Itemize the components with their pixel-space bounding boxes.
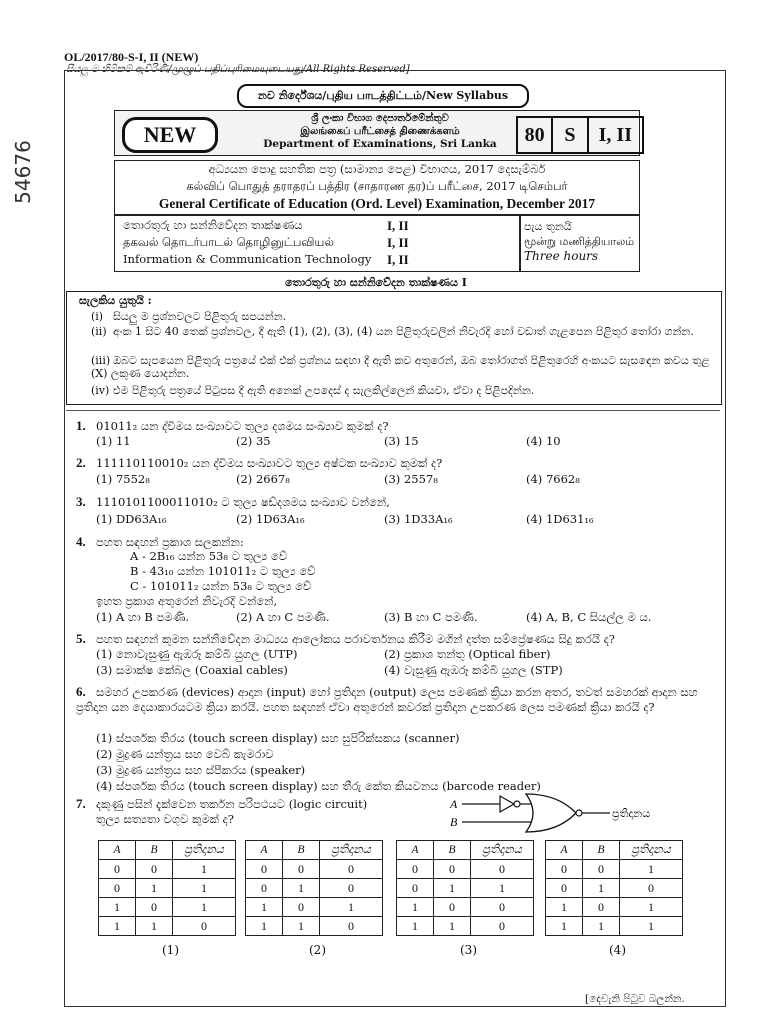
question-3: 3. 1110101100011010₂ ට තුල්‍ය ෂඩ්දශමය සංඛ්‍යාව වන්නේ, — [76, 494, 390, 509]
subject-box — [114, 214, 521, 272]
options-3: (1) DD63A₁₆ (2) 1D63A₁₆ (3) 1D33A₁₆ (4) 1D631₁₆ — [96, 512, 594, 526]
options-2: (1) 7552₈ (2) 2667₈ (3) 2557₈ (4) 7662₈ — [96, 472, 580, 486]
subject-si: තොරතුරු හා සන්නිවේදන තාක්ෂණය — [123, 218, 303, 232]
truth-table-4: A B ප්‍රතිදානය 0 0 1 0 1 0 1 0 1 1 1 1 — [545, 840, 683, 936]
instruction-item: (iii) ඔබට සැපයෙන පිළිතුරු පත්‍රයේ එක් එක් ප්‍රශ්නය සඳහා දී ඇති කව අතුරෙන්, ඔබ තෝරාගත් පිළිතුරෙහි අංකයට සැසඳෙන කවය තුළ (X) ලකුණ යොදන්න. — [91, 354, 710, 380]
divider — [66, 410, 720, 411]
table-label-4: (4) — [609, 943, 626, 957]
code-parts: I, II — [598, 123, 632, 146]
statement-c: C - 101011₂ යන්න 53₈ ට තුල්‍ය වේ — [130, 579, 312, 593]
options-5b: (3) සමාක්ෂ කේබල (Coaxial cables) (4) වැසුණු ඇඹරූ කම්බි යුගල (STP) — [96, 663, 563, 677]
see-next-page: [දෙවැනි පිටුව බලන්න. — [585, 993, 685, 1005]
dept-en: Department of Examinations, Sri Lanka — [263, 138, 497, 150]
side-number-text: 54676 — [11, 140, 35, 204]
table-label-1: (1) — [162, 943, 179, 957]
instruction-item: (i) සියලු ම ප්‍රශ්නවලට පිළිතුරු සපයන්න. — [91, 310, 287, 323]
question-7-line2: තුල්‍ය සත්‍යතා වගුව කුමක් ද? — [96, 812, 234, 826]
subject-row-si — [123, 218, 513, 235]
output-label: ප්‍රතිදානය — [612, 807, 651, 820]
subject-row-ta — [123, 235, 513, 252]
instructions-heading: සැලකිය යුතුයි : — [79, 294, 152, 307]
options-5a: (1) නොවැසුණු ඇඹරූ කම්බි යුගල (UTP) (2) ප්‍රකාශ තන්තු (Optical fiber) — [96, 647, 551, 661]
time-en: Three hours — [524, 249, 599, 263]
table-label-2: (2) — [309, 943, 326, 957]
new-syllabus-banner: නව නිර්දේශය/புதிய பாடத்திட்டம்/New Syllabus — [237, 84, 529, 108]
department-names — [250, 112, 510, 151]
dept-ta: இலங்கைப் பரீட்சைத் திணைக்களம் — [300, 126, 460, 137]
instructions-box — [66, 291, 722, 405]
subject-row-en — [123, 252, 513, 269]
statement-b: B - 43₁₀ යන්න 101011₂ ට තුල්‍ය වේ — [130, 564, 316, 578]
question-7: 7. දකුණු පසින් දැක්වෙන තර්කන පරිපථයට (logic circuit) — [76, 796, 368, 811]
question-5: 5. පහත සඳහන් කුමන සන්නිවේදන මාධ්‍යය ආලෝකය පරාවර්තනය කිරීම මගින් දත්ත සම්ප්‍රේෂණය සිදු කරයි ද? — [76, 631, 615, 646]
time-ta: மூன்று மணித்தியாலம் — [524, 235, 635, 248]
side-number — [11, 112, 56, 232]
option-6-1: (1) ස්පර්ශක තිරය (touch screen display) සහ සුපිරික්සකය (scanner) — [96, 731, 460, 745]
exam-title-ta: கல்விப் பொதுத் தராதரப் பத்திர (சாதாரண தர)ப் பரீட்சை, 2017 டிசெம்பர் — [186, 179, 568, 193]
question-1: 1. 01011₂ යන ද්විමය සංඛ්‍යාවට තුල්‍ය දශමය සංඛ්‍යාව කුමක් ද? — [76, 418, 389, 433]
options-1: (1) 11 (2) 35 (3) 15 (4) 10 — [96, 434, 561, 448]
question-4-tail: ඉහත ප්‍රකාශ අතුරෙන් නිවැරදි වන්නේ, — [96, 594, 278, 608]
truth-table-2: A B ප්‍රතිදානය 0 0 0 0 1 0 1 0 1 1 1 0 — [245, 840, 383, 936]
input-a-label: A — [450, 797, 458, 811]
part-title: තොරතුරු හා සන්නිවේදන තාක්ෂණය I — [285, 276, 467, 289]
input-b-label: B — [450, 815, 458, 829]
paper-code-box — [516, 116, 644, 154]
option-6-4: (4) ස්පර්ශක තිරය (touch screen display) සහ තීරු කේත කියවනය (barcode reader) — [96, 779, 541, 793]
exam-title-box — [114, 160, 640, 216]
exam-title-en: General Certificate of Education (Ord. Level) Examination, December 2017 — [158, 196, 596, 211]
exam-title-si: අධ්‍යයන පොදු සහතික පත්‍ර (සාමාන්‍ය පෙළ) විභාගය, 2017 දෙසැම්බර් — [208, 162, 546, 176]
question-6: 6. සමහර උපකරණ (devices) ආදාන (input) හෝ ප්‍රතිදාන (output) ලෙස පමණක් ක්‍රියා කරන අතර, තවත් සමහරක් ආදාන සහ ප්‍රතිදාන යන දෙයාකාරයටම ක්‍රියා කරයි. පහත සඳහන් ඒවා අතුරෙන් කවරක් ප්‍රතිදාන උපකරණ ලෙස පමණක් ක්‍රියා කරයි ද? — [76, 684, 698, 714]
nor-gate — [526, 794, 576, 832]
paper-code-line: OL/2017/80-S-I, II (NEW) — [64, 50, 199, 64]
question-4: 4. පහත සඳහන් ප්‍රකාශ සලකන්න: — [76, 534, 244, 549]
new-badge: NEW — [122, 117, 218, 153]
options-4: (1) A හා B පමණි. (2) A හා C පමණි. (3) B හා C පමණි. (4) A, B, C සියල්ල ම ය. — [96, 610, 652, 624]
statement-a: A - 2B₁₆ යන්න 53₈ ට තුල්‍ය වේ — [130, 549, 288, 563]
subject-parts-si: I, II — [387, 218, 409, 233]
subject-ta: தகவல் தொடர்பாடல் தொழினுட்பவியல் — [123, 235, 334, 249]
time-si: පැය තුනයි — [524, 220, 572, 233]
table-label-3: (3) — [460, 943, 477, 957]
option-6-2: (2) මුද්‍රණ යන්ත්‍රය සහ වෙබ් කැමරාව — [96, 747, 274, 761]
instruction-item: (iv) එම පිළිතුරු පත්‍රයේ පිටුපස දී ඇති අනෙක් උපදෙස් ද සැලකිල්ලෙන් කියවා, ඒවා ද පිළිපදින්න. — [91, 384, 535, 397]
subject-parts-en: I, II — [387, 252, 409, 267]
code-medium: S — [553, 118, 588, 152]
truth-table-1: A B ප්‍රතිදානය 0 0 1 0 1 1 1 0 1 1 1 0 — [98, 840, 236, 936]
rights-reserved: සියලු ම හිමිකම් ඇවිරිණි/முழுப் பதிப்புரிமையுடையது/All Rights Reserved] — [66, 64, 410, 75]
time-box — [519, 214, 640, 272]
option-6-3: (3) මුද්‍රණ යන්ත්‍රය සහ ස්පීකරය (speaker) — [96, 763, 306, 777]
code-number: 80 — [518, 118, 553, 152]
subject-parts-ta: I, II — [387, 235, 409, 250]
logic-circuit-diagram — [440, 790, 690, 840]
instruction-item: (ii) අංක 1 සිට 40 තෙක් ප්‍රශ්නවල, දී ඇති (1), (2), (3), (4) යන පිළිතුරුවලින් නිවැරදි හෝ වඩාත් ගැළපෙන පිළිතුර තෝරා ගන්න. — [91, 325, 694, 338]
question-2: 2. 111110110010₂ යන ද්විමය සංඛ්‍යාවට තුල්‍ය අෂ්ටක සංඛ්‍යාව කුමක් ද? — [76, 455, 443, 470]
not-gate — [500, 796, 514, 812]
truth-table-3: A B ප්‍රතිදානය 0 0 0 0 1 1 1 0 0 1 1 0 — [396, 840, 534, 936]
dept-si: ශ්‍රී ලංකා විභාග දෙපාර්තමේන්තුව — [311, 113, 449, 124]
subject-en: Information & Communication Technology — [123, 252, 372, 266]
